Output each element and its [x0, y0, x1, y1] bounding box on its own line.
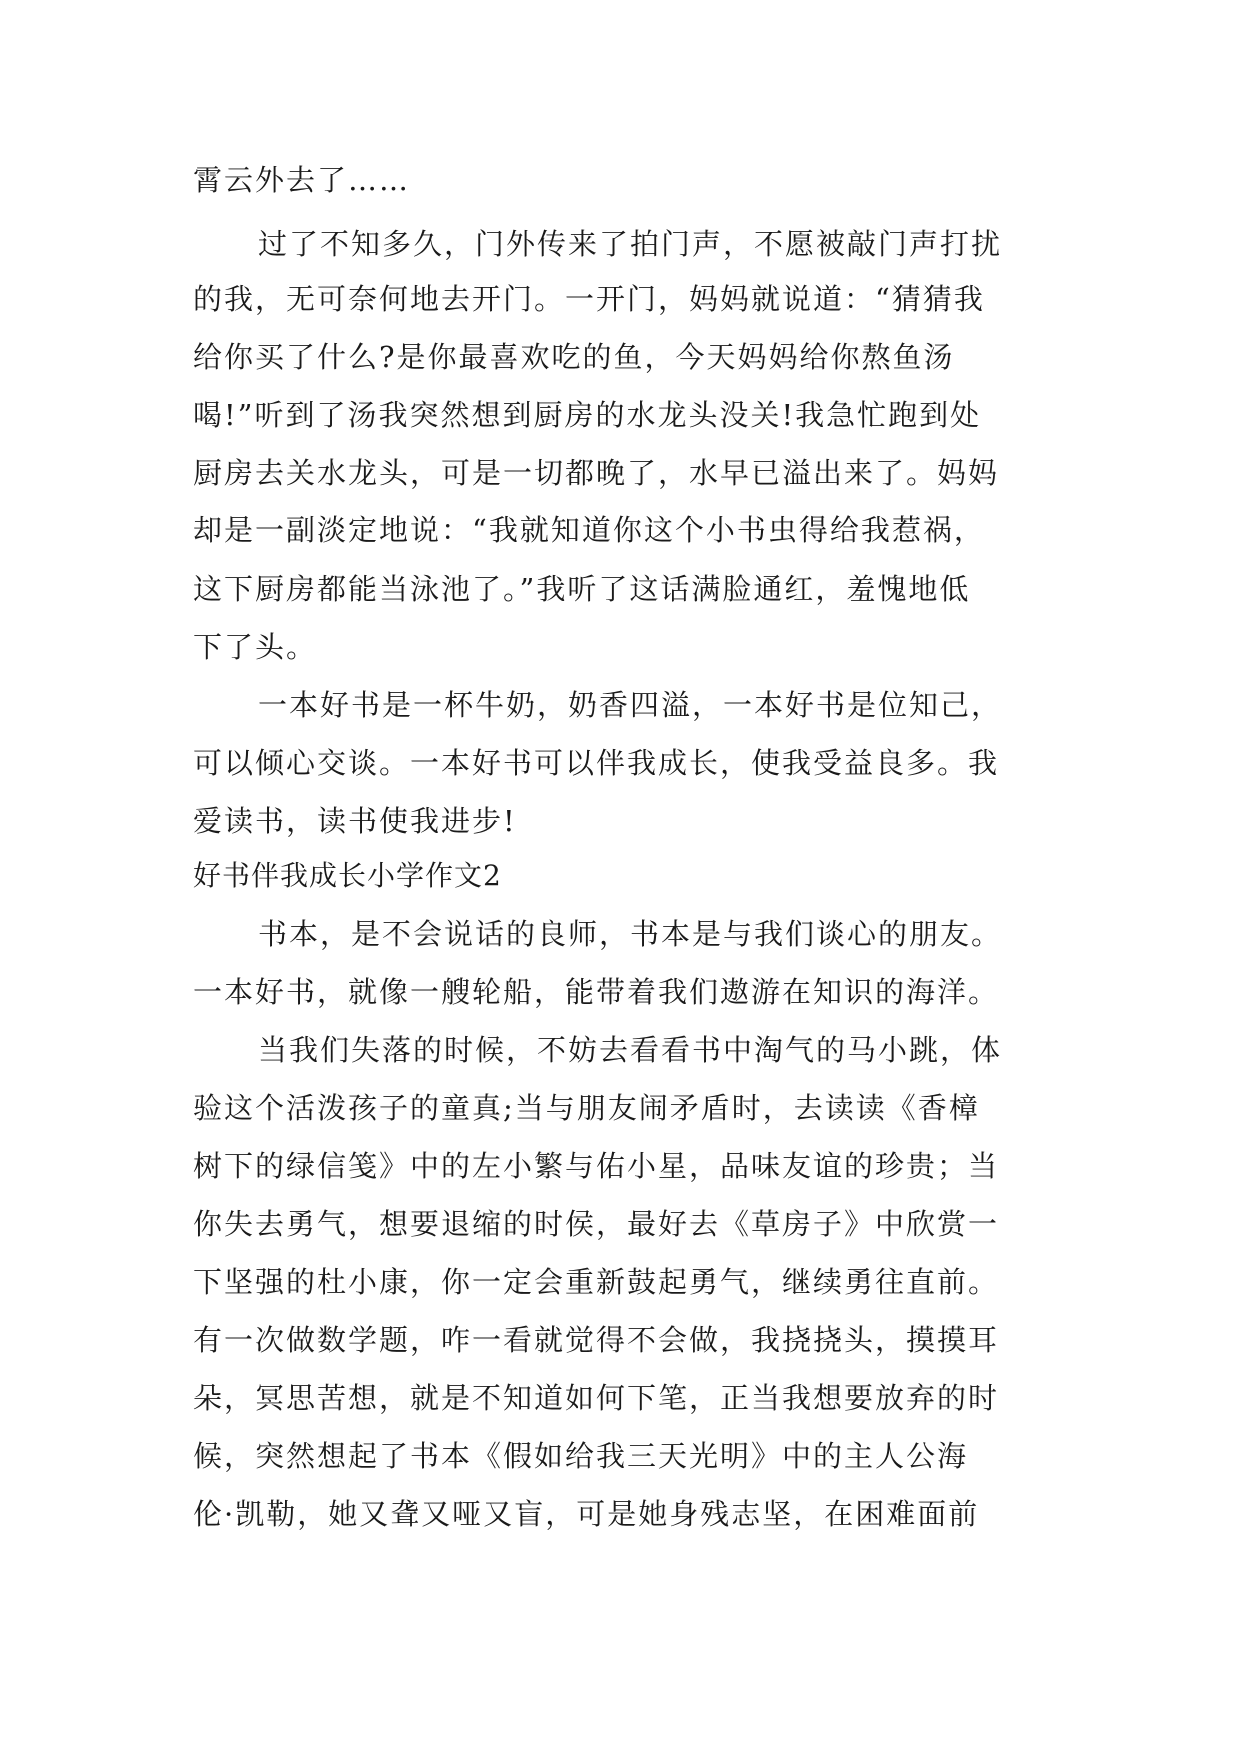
text-line: 给你买了什么?是你最喜欢吃的鱼，今天妈妈给你熬鱼汤	[193, 340, 955, 374]
text-line: 却是一副淡定地说：“我就知道你这个小书虫得给我惹祸，	[193, 513, 985, 547]
text-line: 霄云外去了……	[193, 163, 411, 197]
text-line: 伦·凯勒，她又聋又哑又盲，可是她身残志坚，在困难面前	[193, 1497, 980, 1531]
text-line: 一本好书，就像一艘轮船，能带着我们遨游在知识的海洋。	[193, 975, 1000, 1009]
text-line: 有一次做数学题，咋一看就觉得不会做，我挠挠头，摸摸耳	[193, 1323, 1000, 1357]
text-line: 这下厨房都能当泳池了。”我听了这话满脸通红，羞愧地低	[193, 572, 971, 606]
paragraph-first-line: 一本好书是一杯牛奶，奶香四溢，一本好书是位知己，	[258, 688, 1003, 722]
text-line: 的我，无可奈何地去开门。一开门，妈妈就说道：“猜猜我	[193, 282, 985, 316]
section-heading: 好书伴我成长小学作文2	[193, 859, 502, 892]
paragraph-first-line: 过了不知多久，门外传来了拍门声，不愿被敲门声打扰	[258, 227, 1003, 261]
text-line: 喝!”听到了汤我突然想到厨房的水龙头没关!我急忙跑到处	[193, 398, 982, 432]
text-line: 下坚强的杜小康，你一定会重新鼓起勇气，继续勇往直前。	[193, 1265, 1000, 1299]
text-line: 候，突然想起了书本《假如给我三天光明》中的主人公海	[193, 1439, 969, 1473]
text-line: 厨房去关水龙头，可是一切都晚了，水早已溢出来了。妈妈	[193, 456, 1000, 490]
text-line: 朵，冥思苦想，就是不知道如何下笔，正当我想要放弃的时	[193, 1381, 1000, 1415]
text-line: 你失去勇气，想要退缩的时侯，最好去《草房子》中欣赏一	[193, 1207, 1000, 1241]
paragraph-first-line: 书本，是不会说话的良师，书本是与我们谈心的朋友。	[258, 917, 1003, 951]
text-line: 下了头。	[193, 630, 318, 664]
text-line: 爱读书，读书使我进步!	[193, 804, 517, 838]
text-line: 可以倾心交谈。一本好书可以伴我成长，使我受益良多。我	[193, 746, 1000, 780]
text-line: 验这个活泼孩子的童真;当与朋友闹矛盾时，去读读《香樟	[193, 1091, 980, 1125]
text-line: 树下的绿信笺》中的左小繁与佑小星，品味友谊的珍贵；当	[193, 1149, 1000, 1183]
paragraph-first-line: 当我们失落的时候，不妨去看看书中淘气的马小跳，体	[258, 1033, 1003, 1067]
